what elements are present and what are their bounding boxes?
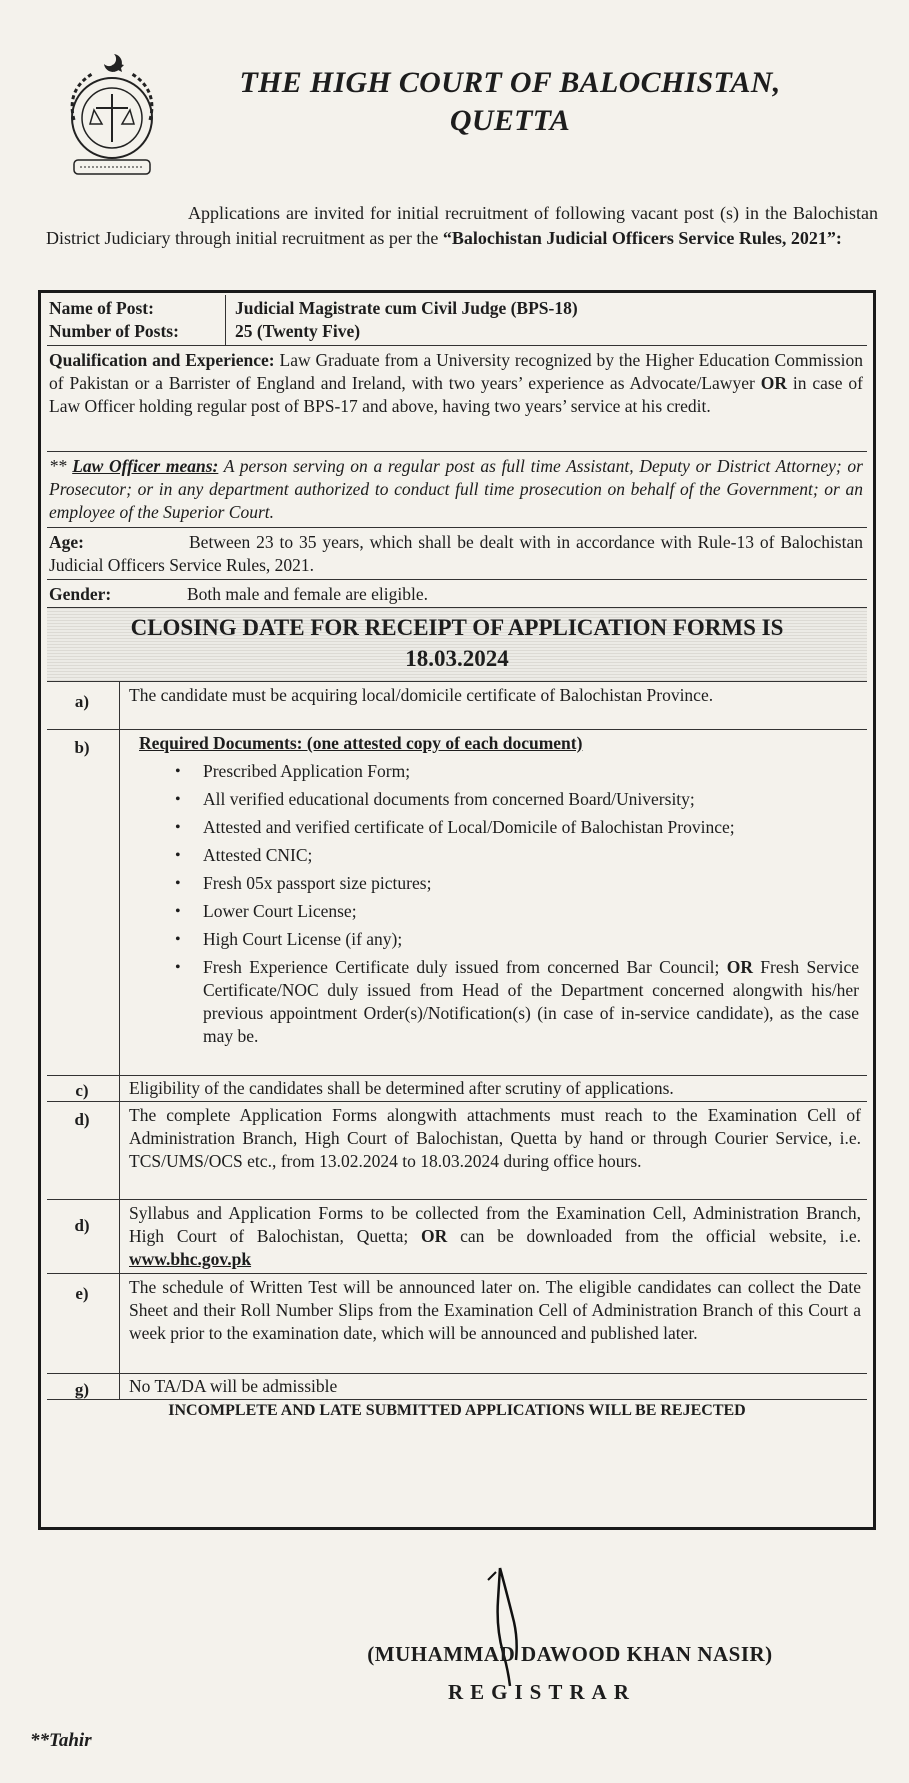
condition-a-letter: a) (74, 692, 90, 711)
divider (119, 1200, 120, 1274)
law-officer-text: A person serving on a regular post as full time Assistant, Deputy or District Attorney; or Prosecutor; or in any department authorized to conduct full time prosecution on behalf of the Government; or an employee of the Superior Court. (49, 456, 863, 522)
condition-e-row (47, 1273, 867, 1374)
law-officer-row (47, 451, 867, 528)
intro-paragraph (46, 201, 878, 251)
age-text: Between 23 to 35 years, which shall be dealt with in accordance with Rule-13 of Balochistan Judicial Officers Service Rules, 2021. (49, 532, 863, 575)
age-row (47, 527, 867, 580)
post-name-value: Judicial Magistrate cum Civil Judge (BPS-18) (235, 298, 578, 318)
document-item: • Prescribed Application Form; (175, 761, 411, 781)
condition-g-row (47, 1373, 867, 1400)
age-label: Age: (49, 532, 84, 552)
document-item: • Fresh 05x passport size pictures; (175, 873, 432, 893)
signatory-name: (MUHAMMAD DAWOOD KHAN NASIR) (367, 1642, 773, 1666)
court-emblem-icon (56, 50, 168, 182)
qualification-text1: Law Graduate from a University recognized by the Higher Education Commission of Pakistan or a Barrister of England and Ireland, with two years’ experience as Advocate/Lawyer (49, 350, 864, 393)
qualification-or: OR (760, 373, 787, 393)
condition-d1-row (47, 1101, 867, 1200)
gender-row (47, 579, 867, 608)
divider (119, 1374, 120, 1400)
condition-c-row (47, 1075, 867, 1102)
closing-date-heading: CLOSING DATE FOR RECEIPT OF APPLICATION FORMS IS (130, 615, 784, 640)
court-title (200, 64, 820, 140)
qualification-paragraph (49, 349, 863, 418)
post-number-value: 25 (Twenty Five) (235, 321, 361, 341)
court-title-line1: THE HIGH COURT OF BALOCHISTAN, (239, 66, 781, 99)
post-row (47, 295, 867, 345)
intro-rules-name: “Balochistan Judicial Officers Service Rules, 2021”: (442, 228, 842, 248)
divider (119, 1076, 120, 1102)
condition-c-letter: c) (75, 1081, 89, 1100)
post-number-label: Number of Posts: (49, 321, 179, 341)
closing-date-banner (47, 607, 867, 681)
initials: **Tahir (30, 1730, 92, 1751)
condition-g-text: No TA/DA will be admissible (129, 1376, 338, 1396)
details-table (38, 290, 876, 1530)
document-item: • Lower Court License; (175, 901, 357, 921)
condition-g-letter: g) (74, 1380, 90, 1399)
qualification-text2: in case of Law Officer holding regular post of BPS-17 and above, having two years’ service at his credit. (49, 373, 863, 416)
condition-a-text: The candidate must be acquiring local/domicile certificate of Balochistan Province. (129, 685, 714, 705)
document-item: • Fresh Experience Certificate duly issued from concerned Bar Council; OR Fresh Service Certificate/NOC duly issued from Head of the Department concerned alongwith his/her previous appointment Order(s)/Notification(s) (in case of in-service candidate), as the case may be. (175, 957, 859, 1046)
website-link[interactable]: www.bhc.gov.pk (129, 1249, 252, 1269)
required-documents-list (167, 760, 859, 1053)
post-name-label: Name of Post: (49, 298, 154, 318)
law-officer-paragraph (49, 455, 863, 524)
condition-d2-letter: d) (74, 1216, 90, 1235)
divider (119, 1274, 120, 1374)
condition-a-row (47, 681, 867, 730)
signature-icon (470, 1560, 550, 1690)
condition-b-letter: b) (74, 738, 90, 757)
condition-d2-paragraph (129, 1202, 861, 1271)
document-item: • Attested and verified certificate of Local/Domicile of Balochistan Province; (175, 817, 735, 837)
qualification-label: Qualification and Experience: (49, 350, 275, 370)
required-documents-heading: Required Documents: (one attested copy of each document) (139, 733, 583, 753)
divider (119, 682, 120, 730)
law-officer-prefix: ** (49, 456, 73, 476)
document-item: • All verified educational documents from concerned Board/University; (175, 789, 695, 809)
condition-d2-row (47, 1199, 867, 1274)
condition-e-letter: e) (75, 1284, 89, 1303)
divider (225, 295, 226, 345)
divider (119, 730, 120, 1076)
condition-b-row (47, 729, 867, 1076)
signatory-title: REGISTRAR (448, 1680, 636, 1704)
document-item: • High Court License (if any); (175, 929, 403, 949)
divider (119, 1102, 120, 1200)
condition-d2-text2: can be downloaded from the official website, i.e. (447, 1226, 861, 1246)
gender-text: Both male and female are eligible. (187, 584, 429, 604)
rejection-notice: INCOMPLETE AND LATE SUBMITTED APPLICATIONS WILL BE REJECTED (47, 1399, 867, 1422)
condition-d1-text: The complete Application Forms alongwith attachments must reach to the Examination Cell of Administration Branch, High Court of Balochistan, Quetta by hand or through Courier Service, i.e. TCS/UMS/OCS etc., from 13.02.2024 to 18.03.2024 during office hours. (129, 1105, 861, 1171)
condition-e-text: The schedule of Written Test will be announced later on. The eligible candidates can collect the Date Sheet and their Roll Number Slips from the Examination Cell of Administration Branch of this Court a week prior to the examination date, which will be announced and published later. (129, 1277, 861, 1343)
gender-label: Gender: (49, 584, 112, 604)
condition-d2-text1: Syllabus and Application Forms to be collected from the Examination Cell, Administration Branch, High Court of Balochistan, Quetta; (129, 1203, 861, 1246)
law-officer-label: Law Officer means: (72, 456, 219, 476)
qualification-row (47, 345, 867, 452)
condition-d1-letter: d) (74, 1110, 90, 1129)
condition-c-text: Eligibility of the candidates shall be determined after scrutiny of applications. (129, 1078, 674, 1098)
condition-d2-or: OR (421, 1226, 448, 1246)
intro-text: Applications are invited for initial recruitment of following vacant post (s) in the Balochistan District Judiciary through initial recruitment as per the (46, 203, 878, 248)
document-item: • Attested CNIC; (175, 845, 313, 865)
closing-date-value: 18.03.2024 (405, 646, 509, 671)
court-title-line2: QUETTA (449, 104, 571, 137)
